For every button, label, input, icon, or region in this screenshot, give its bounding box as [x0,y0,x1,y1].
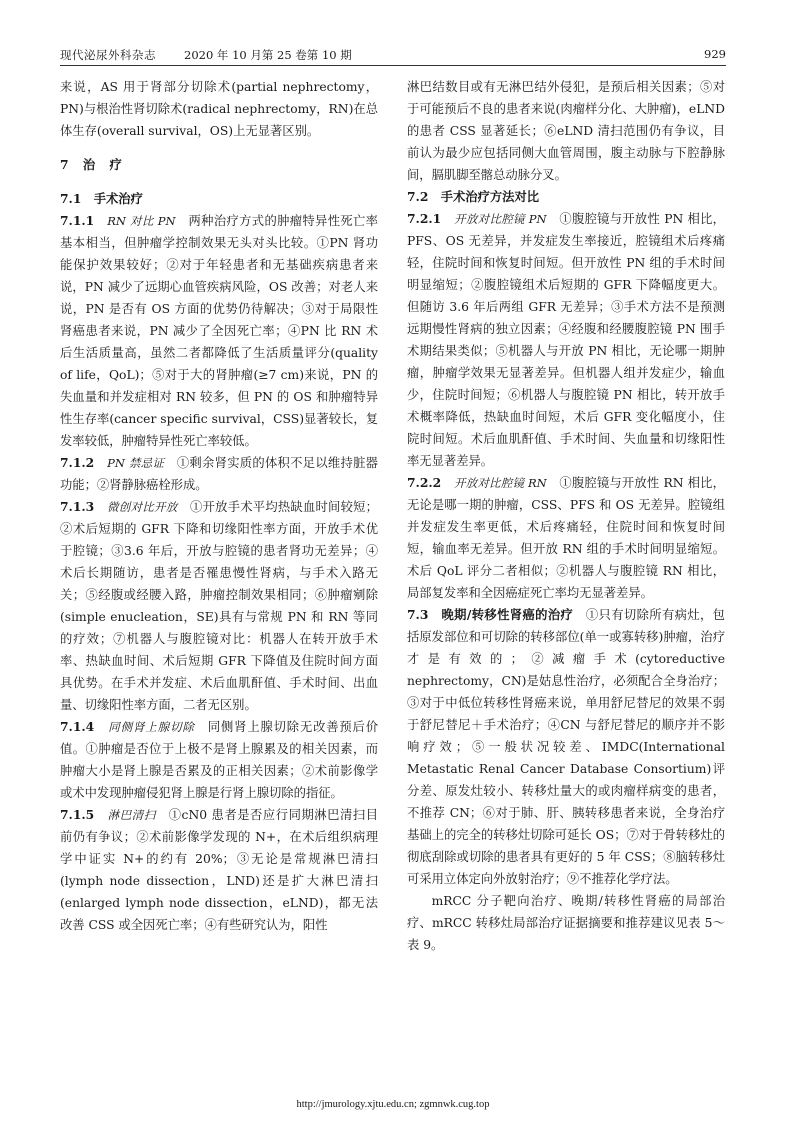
section-7-1-1 [60,210,378,452]
section-title: 晚期/转移性肾癌的治疗 [441,607,574,622]
section-title: 淋巴清扫 [107,808,156,822]
paragraph-continued: 淋巴结数目或有无淋巴结外侵犯，是预后相关因素；⑤对于可能预后不良的患者来说(肉瘤样分化、大肿瘤)，eLND 的患者 CSS 显著延长；⑥eLND 清扫范围仍有争议，目前认为最少应包括同侧大血管周围，腹主动脉与下腔静脉间，膈肌脚至髂总动脉分叉。 [407,80,725,182]
subsection-heading-7-2: 7.2 手术治疗方法对比 [407,189,540,204]
section-title: PN 禁忌证 [107,456,165,470]
section-number: 7.1.2 [60,455,95,470]
section-body: 同侧肾上腺切除无改善预后价值。①肿瘤是否位于上极不是肾上腺累及的相关因素，而肿瘤大小是肾上腺是否累及的正相关因素；②术前影像学或术中发现肿瘤侵犯肾上腺是行肾上腺切除的指征。 [60,720,378,800]
page-number: 929 [704,47,726,61]
section-number: 7.2.1 [407,211,442,226]
section-7-3 [407,604,725,890]
section-title: 微创对比开放 [107,500,178,514]
left-column [60,76,378,936]
section-7-2-2 [407,472,725,604]
section-7-1-4 [60,716,378,804]
paragraph-intro: 来说，AS 用于肾部分切除术(partial nephrectomy，PN)与根治性肾切除术(radical nephrectomy，RN)在总体生存(overall survival，OS)上无显著区别。 [60,80,378,138]
section-number: 7.1.5 [60,807,95,822]
section-body: 两种治疗方式的肿瘤特异性死亡率基本相当，但肿瘤学控制效果无头对头比较。①PN 肾功能保护效果较好；②对于年轻患者和无基础疾病患者来说，PN 减少了远期心血管疾病风险，OS 改善；对老人来说，PN 是否有 OS 方面的优势仍待解决；③对于局限性肾癌患者来说，PN 减少了全因死亡率；④PN 比 RN 术后生活质量高，虽然二者都降低了生活质量评分(quality of life，QoL)；⑤对于大的肾肿瘤(≥7 cm)来说，PN 的失血量和并发症相对 RN 较多，但 PN 的 OS 和肿瘤特异性生存率(cancer specific survival，CSS)显著较长，复发率较低，肿瘤特异性死亡率较低。 [60,214,378,448]
section-body: ①只有切除所有病灶，包括原发部位和可切除的转移部位(单一或寡转移)肿瘤，治疗才是有效的；②减瘤手术(cytoreductive nephrectomy，CN)是姑息性治疗，必须配合全身治疗；③对于中低位转移性肾癌来说，单用舒尼替尼的效果不弱于舒尼替尼＋手术治疗；④CN 与舒尼替尼的顺序并不影响疗效；⑤一般状况较差、IMDC(International Metastatic Renal Cancer Database Consortium)评分差、原发灶较小、转移灶量大的或肉瘤样病变的患者，不推荐 CN；⑥对于肺、肝、胰转移患者来说，全身治疗基础上的完全的转移灶切除可延长 OS；⑦对于骨转移灶的彻底刮除或切除的患者具有更好的 5 年 CSS；⑧脑转移灶可采用立体定向外放射治疗；⑨不推荐化学疗法。 [407,608,725,886]
section-title: 开放对比腔镜 RN [453,476,547,490]
section-title: 同侧肾上腺切除 [108,720,195,734]
section-7-2-1 [407,208,725,472]
section-7-1-2 [60,452,378,496]
section-body: ①腹腔镜与开放性 RN 相比，无论是哪一期的肿瘤，CSS、PFS 和 OS 无差异。腔镜组并发症发生率更低，术后疼痛轻，住院时间和恢复时间短，输血率无差异。但开放 RN 组的手术时间明显缩短。术后 QoL 评分二者相似；②机器人与腹腔镜 RN 相比，局部复发率和全因癌症死亡率均无显著差异。 [407,476,725,600]
section-heading-7: 7 治 疗 [60,157,123,172]
section-body: ①剩余肾实质的体积不足以维持脏器功能；②肾静脉癌栓形成。 [60,456,378,492]
section-number: 7.3 [407,607,429,622]
section-number: 7.1.1 [60,213,95,228]
journal-name: 现代泌尿外科杂志 [60,48,156,62]
section-title: 开放对比腔镜 PN [454,212,547,226]
subsection-heading-7-1: 7.1 手术治疗 [60,191,143,206]
section-title: RN 对比 PN [107,214,176,228]
section-body: ①开放手术平均热缺血时间较短；②术后短期的 GFR 下降和切缘阳性率方面，开放手术优于腔镜；③3.6 年后，开放与腔镜的患者肾功无差异；④术后长期随访，患者是否罹患慢性肾病，与手术入路无关；⑤经腹或经腰入路，肿瘤控制效果相同；⑥肿瘤剜除(simple enucleation，SE)具有与常规 PN 和 RN 等同的疗效；⑦机器人与腹腔镜对比：机器人在转开放手术率、热缺血时间、术后短期 GFR 下降值及住院时间方面具优势。在手术并发症、术后血肌酐值、手术时间、出血量、切缘阳性率方面，二者无区别。 [60,500,378,712]
section-number: 7.1.3 [60,499,95,514]
section-body: ①腹腔镜与开放性 PN 相比，PFS、OS 无差异，并发症发生率接近，腔镜组术后疼痛轻，住院时间和恢复时间短。但开放性 PN 组的手术时间明显缩短；②腹腔镜组术后短期的 GFR 下降幅度更大。但随访 3.6 年后两组 GFR 无差异；③手术方法不是预测远期慢性肾病的独立因素；④经腹和经腰腹腔镜 PN 围手术期结果类似；⑤机器人与开放 PN 相比，无论哪一期肿瘤，肿瘤学效果无显著差异。但机器人组并发症少，输血少，住院时间短；⑥机器人与腹腔镜 PN 相比，转开放手术概率降低，热缺血时间短，术后 GFR 变化幅度小，住院时间短。术后血肌酐值、手术时间、失血量和切缘阳性率无显著差异。 [407,212,725,468]
running-header [60,44,726,66]
section-7-1-5 [60,804,378,936]
issue-info: 2020 年 10 月第 25 卷第 10 期 [184,48,352,62]
section-number: 7.1.4 [60,719,95,734]
right-column [407,76,725,956]
paragraph-closing: mRCC 分子靶向治疗、晚期/转移性肾癌的局部治疗、mRCC 转移灶局部治疗证据摘要和推荐建议见表 5～表 9。 [407,894,725,952]
section-body: ①cN0 患者是否应行同期淋巴清扫目前仍有争议；②术前影像学发现的 N+，在术后组织病理学中证实 N+的约有 20%；③无论是常规淋巴清扫(lymph node dissection，LND)还是扩大淋巴清扫(enlarged lymph node dissection，eLND)，都无法改善 CSS 或全因死亡率；④有些研究认为，阳性 [60,808,378,932]
section-number: 7.2.2 [407,475,442,490]
section-7-1-3 [60,496,378,716]
footer-url: http://jmurology.xjtu.edu.cn; zgmnwk.cug.top [296,1099,490,1110]
